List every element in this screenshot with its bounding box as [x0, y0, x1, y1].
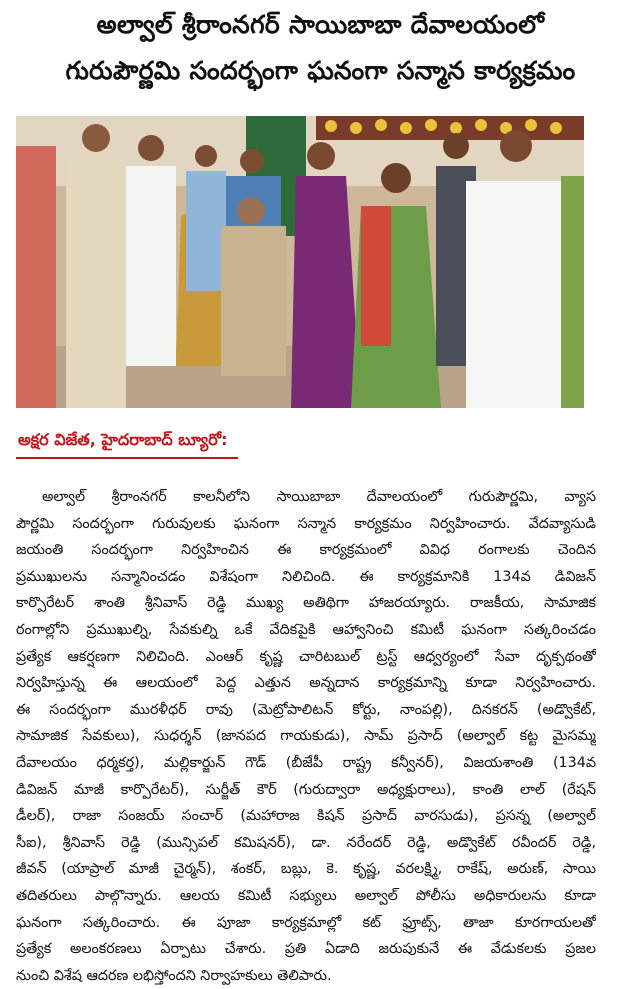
body-line: సామాజిక సేవకులు), సుధర్శన్ (జానపద గాయకుడు), సామ్ ప్రసాద్ (అల్వాల్ కట్ట మైసమ్మ: [16, 728, 596, 745]
body-line: ఘనంగా సత్కరించారు. ఈ పూజా కార్యక్రమాల్లో కట్ ఫ్రూట్స్, తాజా కూరగాయలతో: [16, 914, 596, 931]
body-line: ప్రముఖులను సన్మానించడం విశేషంగా నిలిచింది. ఈ కార్యక్రమానికి 134వ డివిజన్: [16, 568, 596, 585]
body-line: డివిజన్ మాజీ కార్పొరేటర్), సుర్జీత్ కౌర్ (గురుద్వారా అధ్యక్షురాలు), కాంతి లాల్ (రేషన్: [16, 781, 596, 798]
body-line: పౌర్ణమి సందర్భంగా గురువులకు ఘనంగా సన్మాన కార్యక్రమం నిర్వహించారు. వేదవ్యాసుడి: [16, 515, 596, 532]
body-line: జీవన్ (యాప్రాల్ మాజీ చైర్మన్), శంకర్, బబ్లు, కె. కృష్ణ, వరలక్ష్మి, రాకేష్, అరుణ్, సాయి: [16, 861, 596, 878]
headline-line-2: గురుపౌర్ణమి సందర్భంగా ఘనంగా సన్మాన కార్యక్రమం: [65, 56, 576, 85]
body-line: ప్రత్యేక అలంకరణలు ఏర్పాటు చేశారు. ప్రతి ఏడాది జరుపుకునే ఈ వేడుకలకు ప్రజల: [16, 941, 596, 958]
body-line: కార్పొరేటర్ శాంతి శ్రీనివాస్ రెడ్డి ముఖ్య అతిథిగా హాజరయ్యారు. రాజకీయ, సామాజిక: [16, 595, 596, 612]
body-line: రంగాల్లోని ప్రముఖుల్ని, సేవకుల్ని ఒకే వేదికపైకి ఆహ్వానించి కమిటీ ఘనంగా సత్కరించడం: [16, 621, 596, 638]
event-photo: [16, 116, 584, 408]
body-line: సీఐ), శ్రీనివాస్ రెడ్డి (మున్సిపల్ కమిషనర్), డా. నరేందర్ రెడ్డి, అడ్వొకేట్ రవీందర్ రెడ్డి,: [16, 834, 596, 851]
body-line: నుంచి విశేష ఆదరణ లభిస్తోందని నిర్వాహకులు తెలిపారు.: [16, 967, 332, 984]
headline-line-1: అల్వాల్ శ్రీరాంనగర్ సాయిబాబా దేవాలయంలో: [96, 10, 545, 39]
body-line: జయంతి సందర్భంగా నిర్వహించిన ఈ కార్యక్రమంలో వివిధ రంగాలకు చెందిన: [16, 542, 596, 559]
body-line: తదితరులు పాల్గొన్నారు. ఆలయ కమిటీ సభ్యులు అల్వాల్ పోలీసు అధికారులను కూడా: [16, 887, 596, 904]
body-line: ఈ సందర్భంగా మురళీధర్ రావు (మెట్రోపాలిటన్ కోర్టు, నాంపల్లి), దినకరన్ (అడ్వొకేట్,: [16, 701, 596, 718]
body-line: అల్వాల్ శ్రీరాంనగర్ కాలనీలోని సాయిబాబా దేవాలయంలో గురుపౌర్ణమి, వ్యాస: [42, 489, 596, 505]
article-body: [16, 484, 596, 989]
body-line: దేవాలయం ధర్మకర్త), మల్లికార్జున్ గౌడ్ (బీజేపీ రాష్ట్ర కన్వీనర్), విజయశాంతి (134వ: [16, 754, 596, 771]
body-line: నిర్వహిస్తున్న ఈ ఆలయంలో పెద్ద ఎత్తున అన్నదాన కార్యక్రమాన్ని కూడా నిర్వహించారు.: [16, 675, 596, 692]
byline-underline: [16, 457, 238, 459]
byline: అక్షర విజేత, హైదరాబాద్ బ్యూరో:: [18, 430, 228, 449]
body-line: డీలర్), రాజా సంజయ్ సంచార్ (మహారాజ కిషన్ ప్రసాద్ వారసుడు), ప్రసన్న (అల్వాల్: [16, 808, 596, 825]
body-line: ప్రత్యేక ఆకర్షణగా నిలిచింది. ఎంఆర్ కృష్ణ చారిటబుల్ ట్రస్ట్ ఆధ్వర్యంలో సేవా దృక్పథంతో: [16, 648, 596, 665]
